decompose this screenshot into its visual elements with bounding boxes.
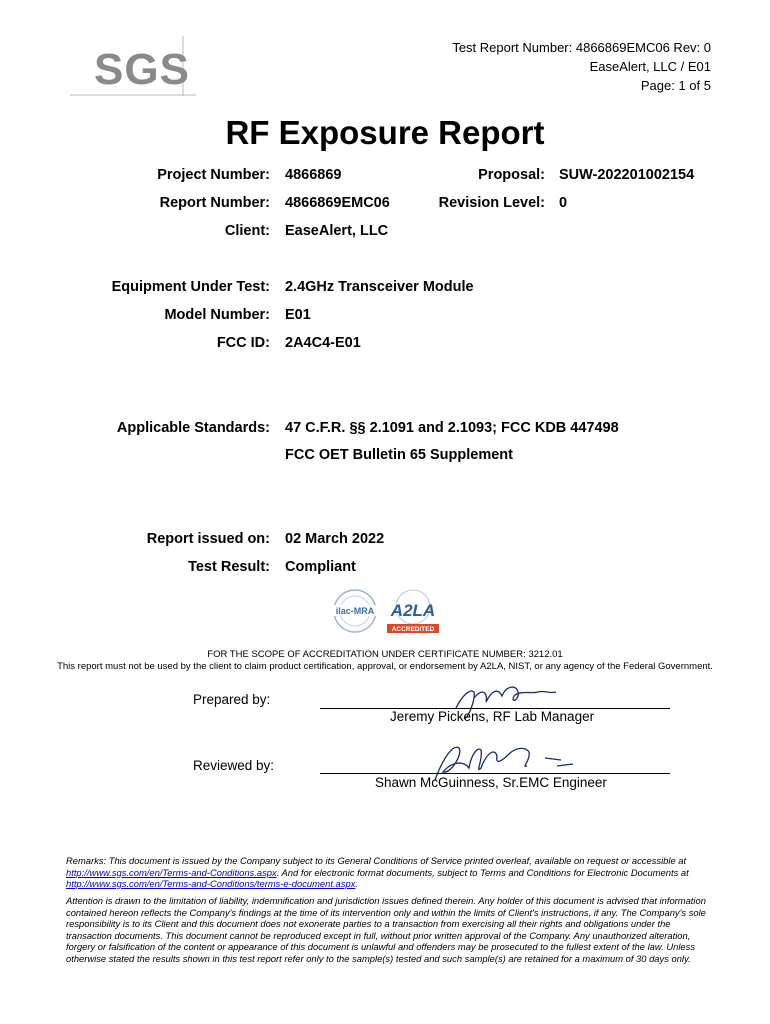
fcc-id-value: 2A4C4-E01	[285, 335, 361, 351]
remarks-text-2: . And for electronic format documents, subject to Terms and Conditions for Electronic Documents at	[276, 866, 689, 878]
ilac-mra-logo	[328, 588, 382, 634]
standards-label: Applicable Standards:	[116, 420, 270, 436]
remarks-paragraph	[66, 855, 716, 890]
project-number-value: 4866869	[285, 167, 342, 183]
terms-conditions-link[interactable]: http://www.sgs.com/en/Terms-and-Conditions.aspx	[66, 866, 277, 878]
issued-on-value: 02 March 2022	[285, 531, 385, 547]
attention-paragraph: Attention is drawn to the limitation of liability, indemnification and jurisdiction issues defined therein. Any holder of this document is advised that information contained hereon reflects the Company's findings at the time of its intervention only and within the limits of Client's instructions, if any. The Company's sole responsibility is to its Client and this document does not exonerate parties to a transaction from exercising all their rights and obligations under the transaction documents. This document cannot be reproduced except in full, without prior written approval of the Company. Any unauthorized alteration, forgery or falsification of the content or appearance of this document is unlawful and offenders may be prosecuted to the fullest extent of the law. Unless otherwise stated the results shown in this test report refer only to the sample(s) tested and such sample(s) are retained for a maximum of 30 days only.	[66, 895, 706, 964]
accredited-text: ACCREDITED	[391, 626, 435, 633]
standards-value-1: 47 C.F.R. §§ 2.1091 and 2.1093; FCC KDB 447498	[285, 420, 619, 436]
revision-level-value: 0	[559, 195, 568, 211]
proposal-label: Proposal:	[478, 167, 545, 183]
eut-value: 2.4GHz Transceiver Module	[285, 279, 474, 295]
fcc-id-label: FCC ID:	[216, 335, 270, 351]
sgs-logo	[70, 36, 198, 98]
reviewed-by-label: Reviewed by:	[193, 758, 275, 773]
a2la-accredited-logo	[384, 588, 442, 634]
sgs-logo-text: SGS	[94, 45, 190, 94]
page-title: RF Exposure Report	[225, 114, 545, 151]
test-result-label: Test Result:	[188, 559, 270, 575]
client-label: Client:	[224, 223, 270, 239]
reviewed-by-name: Shawn McGuinness, Sr.EMC Engineer	[375, 775, 607, 790]
standards-value-2: FCC OET Bulletin 65 Supplement	[285, 447, 513, 463]
revision-level-label: Revision Level:	[438, 195, 545, 211]
accreditation-scope: FOR THE SCOPE OF ACCREDITATION UNDER CERTIFICATE NUMBER: 3212.01	[207, 649, 563, 660]
accreditation-notice: This report must not be used by the client to claim product certification, approval, or endorsement by A2LA, NIST, or any agency of the Federal Government.	[57, 661, 713, 672]
eut-label: Equipment Under Test:	[111, 279, 270, 295]
project-number-label: Project Number:	[157, 167, 270, 183]
header-report-number: Test Report Number: 4866869EMC06 Rev: 0	[452, 40, 711, 55]
model-number-label: Model Number:	[164, 307, 270, 323]
reviewed-signature-line	[320, 773, 670, 774]
client-value: EaseAlert, LLC	[285, 223, 389, 239]
prepared-by-name: Jeremy Pickens, RF Lab Manager	[390, 709, 595, 724]
terms-e-document-link[interactable]: http://www.sgs.com/en/Terms-and-Conditions/terms-e-document.aspx	[66, 878, 356, 889]
model-number-value: E01	[285, 307, 311, 323]
test-result-value: Compliant	[285, 559, 356, 575]
report-number-label: Report Number:	[159, 195, 270, 211]
report-number-value: 4866869EMC06	[285, 195, 390, 211]
remarks-text-1: Remarks: This document is issued by the Company subject to its General Conditions of Service printed overleaf, available on request or accessible at	[66, 855, 687, 866]
ilac-logo-text: ilac-MRA	[335, 606, 375, 616]
issued-on-label: Report issued on:	[146, 531, 270, 547]
report-header	[452, 38, 711, 95]
a2la-logo-text: A2LA	[390, 601, 436, 620]
prepared-by-label: Prepared by:	[193, 692, 271, 707]
proposal-value: SUW-202201002154	[559, 167, 695, 183]
header-client-model: EaseAlert, LLC / E01	[589, 59, 711, 74]
remarks-text-3: .	[355, 878, 358, 889]
header-page-number: Page: 1 of 5	[640, 78, 711, 93]
